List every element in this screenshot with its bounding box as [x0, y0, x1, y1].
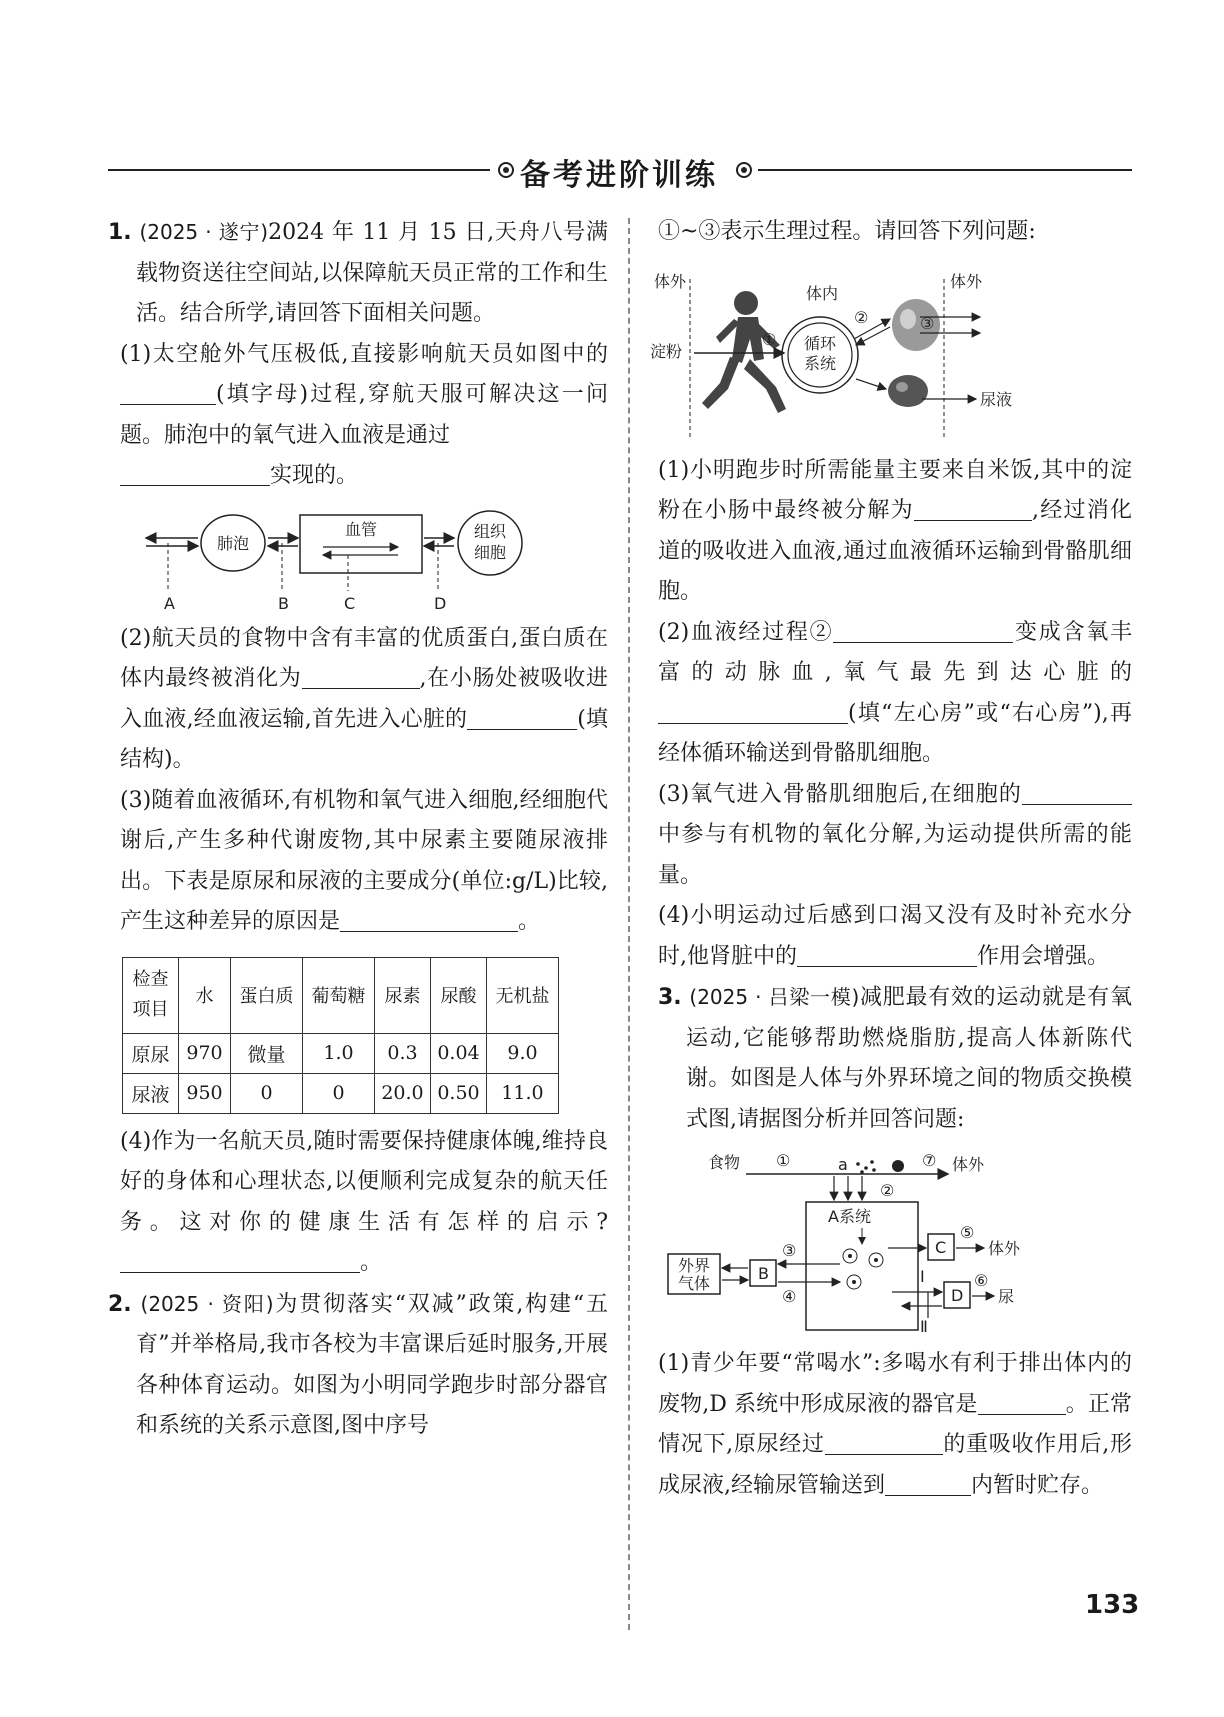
q2-p2-text-b: 变成含氧丰富的动脉血,氧气最先到达心脏的	[658, 619, 1132, 685]
q1-p4-text-b: 。	[360, 1250, 383, 1275]
table-header-cell: 无机盐	[487, 957, 559, 1033]
fig-outside-left: 体外	[654, 271, 687, 291]
q1-p2-text-c: (填结构)。	[120, 706, 608, 772]
q1-stem-text: 2024 年 11 月 15 日,天舟八号满载物资送往空间站,以保障航天员正常的工作和生活。结合所学,请回答下面相关问题。	[136, 220, 609, 326]
fig-outside-2: 体外	[988, 1239, 1021, 1258]
fig-step-2: ②	[880, 1181, 895, 1200]
column-divider	[628, 218, 630, 1630]
fig-outside-right: 体外	[950, 271, 983, 291]
fig-system-label-1: 循环	[803, 333, 837, 353]
q2-part3	[658, 775, 1132, 897]
fig-step-1: ①	[776, 1151, 791, 1170]
fig-cell-label-2: 细胞	[473, 542, 507, 562]
table-header-item-1: 检查	[132, 969, 169, 990]
right-column	[650, 212, 1133, 1506]
q1-p3-text-b: 。	[518, 909, 541, 934]
q2-p2-text-a: (2)血液经过程②	[658, 619, 834, 645]
q1-p2-blank2[interactable]	[467, 704, 577, 730]
q3-part1	[658, 1344, 1132, 1506]
q1-p1-blank1[interactable]	[120, 379, 216, 405]
q2-p2-blank2[interactable]	[658, 698, 848, 724]
header-ornament-left-icon	[498, 162, 514, 178]
table-header-cell: 葡萄糖	[303, 957, 375, 1033]
fig-step-3: ③	[782, 1241, 797, 1260]
urine-comparison-table	[122, 957, 559, 1114]
fig-lung-label: 肺泡	[216, 533, 250, 553]
q1-p4-blank[interactable]	[120, 1247, 360, 1273]
table-header-cell: 尿酸	[431, 957, 487, 1033]
q2-p3-text-b: 中参与有机物的氧化分解,为运动提供所需的能量。	[658, 822, 1132, 888]
table-cell: 0	[231, 1073, 303, 1113]
q1-p3-text-a: (3)随着血液循环,有机物和氧气进入细胞,经细胞代谢后,产生多种代谢废物,其中尿素主要随尿液排出。下表是原尿和尿液的主要成分(单位:g/L)比较,产生这种差异的原因是	[120, 787, 608, 934]
kidney-icon	[888, 375, 928, 407]
runner-icon	[702, 291, 786, 413]
q3-p1-text-c: 的重吸收作用后,形成尿液,经输尿管输送到	[658, 1432, 1133, 1498]
q2-part1	[658, 451, 1132, 613]
q2-p2-blank1[interactable]	[833, 617, 1013, 643]
q2-number: 2.	[108, 1291, 132, 1317]
q1-p2-text-b: ,在小肠处被吸收进入血液,经血液运输,首先进入心脏的	[120, 666, 608, 732]
q3-exchange-figure	[658, 1146, 1132, 1338]
fig-process-1: ①	[762, 329, 777, 349]
fig-label-A: A	[164, 593, 175, 613]
q3-p1-text-b: 。正常情况下,原尿经过	[658, 1391, 1132, 1457]
q2-p1-text-a: (1)小明跑步时所需能量主要来自米饭,其中的淀粉在小肠中最终被分解为	[658, 457, 1132, 523]
table-cell: 970	[179, 1033, 231, 1073]
fig-step-6: ⑥	[974, 1271, 989, 1290]
fig-starch: 淀粉	[650, 341, 683, 361]
fig-food: 食物	[708, 1153, 741, 1172]
q1-number: 1.	[108, 220, 132, 245]
table-cell: 原尿	[123, 1033, 179, 1073]
q2-stem	[108, 1284, 608, 1447]
q3-stem-text: 减肥最有效的运动就是有氧运动,它能够帮助燃烧脂肪,提高人体新陈代谢。如图是人体与外界环境之间的物质交换模式图,请据图分析并回答问题:	[686, 985, 1132, 1132]
q1-p1-text-c: 实现的。	[270, 463, 359, 488]
table-header-item	[123, 957, 179, 1033]
q1-p1-text-b: (填字母)过程,穿航天服可解决这一问题。肺泡中的氧气进入血液是通过	[120, 382, 608, 448]
fig-inside: 体内	[806, 283, 839, 303]
q1-part1	[108, 335, 608, 497]
fig-system-label-2: 系统	[803, 353, 837, 373]
q1-respiration-figure	[108, 503, 608, 613]
q1-p4-text-a: (4)作为一名航天员,随时需要保持健康体魄,维持良好的身体和心理状态,以便顺利完成复杂的航天任务。这对你的健康生活有怎样的启示?	[120, 1128, 608, 1235]
fig-system-A: A系统	[828, 1207, 871, 1226]
table-header-cell: 蛋白质	[231, 957, 303, 1033]
q2-source: (2025 · 资阳)	[140, 1291, 274, 1316]
q2-p1-blank[interactable]	[914, 495, 1032, 521]
q1-p1-blank2[interactable]	[120, 460, 270, 486]
q2-p4-blank[interactable]	[797, 941, 977, 967]
q2-stem-text: 为贯彻落实“双减”政策,构建“五育”并举格局,我市各校为丰富课后延时服务,开展各种体育运动。如图为小明同学跑步时部分器官和系统的关系示意图,图中序号	[136, 1291, 608, 1438]
table-header-item-2: 项目	[132, 999, 169, 1020]
header-rule-right	[758, 169, 1132, 171]
q1-p3-blank[interactable]	[340, 906, 518, 932]
fig-label-C: C	[344, 593, 356, 613]
q3-p1-text-a: (1)青少年要“常喝水”:多喝水有利于排出体内的废物,D 系统中形成尿液的器官是	[658, 1351, 1132, 1417]
fig-air-2: 气体	[678, 1274, 711, 1293]
q1-p2-text-a: (2)航天员的食物中含有丰富的优质蛋白,蛋白质在体内最终被消化为	[120, 625, 608, 691]
section-title: 备考进阶训练	[520, 158, 718, 193]
fig-step-4: ④	[782, 1287, 797, 1306]
q1-p1-text-a: (1)太空舱外气压极低,直接影响航天员如图中的	[120, 341, 608, 367]
q3-p1-blank3[interactable]	[885, 1470, 971, 1496]
table-header-row	[123, 957, 559, 1033]
table-cell: 11.0	[487, 1073, 559, 1113]
q2-p4-text-b: 作用会增强。	[977, 943, 1110, 969]
section-header	[108, 150, 1132, 193]
q3-number: 3.	[658, 985, 682, 1010]
table-cell: 0.50	[431, 1073, 487, 1113]
fig-urine-q3: 尿	[998, 1287, 1015, 1306]
q3-p1-blank1[interactable]	[978, 1389, 1066, 1415]
table-row	[123, 1073, 559, 1113]
fig-roman-2: Ⅱ	[920, 1317, 928, 1336]
table-cell: 20.0	[375, 1073, 431, 1113]
q1-part4	[108, 1122, 608, 1284]
q2-part2	[658, 613, 1132, 775]
q2-p3-text-a: (3)氧气进入骨骼肌细胞后,在细胞的	[658, 781, 1022, 807]
q3-p1-blank2[interactable]	[825, 1429, 943, 1455]
q2-p2-text-c: (填“左心房”或“右心房”),再经体循环输送到骨骼肌细胞。	[658, 700, 1132, 766]
fig-urine: 尿液	[980, 389, 1013, 409]
q2-stem-continued: ①~③表示生理过程。请回答下列问题:	[658, 219, 1036, 244]
table-header-cell: 水	[179, 957, 231, 1033]
q2-part4	[658, 896, 1132, 977]
table-header-cell: 尿素	[375, 957, 431, 1033]
q3-source: (2025 · 吕梁一模)	[689, 985, 860, 1009]
fig-label-B: B	[278, 593, 289, 613]
q3-stem	[658, 977, 1132, 1140]
q1-source: (2025 · 遂宁)	[139, 220, 269, 244]
fig-box-C: C	[935, 1238, 947, 1257]
q2-p3-blank[interactable]	[1022, 779, 1132, 805]
q3-p1-text-d: 内暂时贮存。	[971, 1472, 1104, 1498]
q1-part3	[108, 781, 608, 943]
fig-substance-a: a	[838, 1155, 848, 1174]
left-column	[108, 212, 608, 1447]
header-rule-left	[108, 169, 490, 171]
fig-air-1: 外界	[678, 1256, 711, 1275]
table-row	[123, 1033, 559, 1073]
table-cell: 0.04	[431, 1033, 487, 1073]
q1-stem	[108, 212, 608, 335]
table-cell: 微量	[231, 1033, 303, 1073]
page-number: 133	[1085, 1590, 1140, 1620]
table-cell: 1.0	[303, 1033, 375, 1073]
fig-box-B: B	[758, 1264, 769, 1283]
fig-step-5: ⑤	[960, 1223, 975, 1242]
fig-roman-1: Ⅰ	[920, 1267, 925, 1286]
table-cell: 0	[303, 1073, 375, 1113]
q2-p4-text-a: (4)小明运动过后感到口渴又没有及时补充水分时,他肾脏中的	[658, 903, 1132, 969]
q1-part2	[108, 619, 608, 781]
q2-running-figure	[650, 259, 1132, 445]
table-cell: 9.0	[487, 1033, 559, 1073]
header-ornament-right-icon	[736, 162, 752, 178]
fig-box-D: D	[951, 1286, 964, 1305]
table-cell: 0.3	[375, 1033, 431, 1073]
fig-vessel-label: 血管	[344, 519, 378, 539]
fig-label-D: D	[434, 593, 447, 613]
q2-p1-text-b: ,经过消化道的吸收进入血液,通过血液循环运输到骨骼肌细胞。	[658, 498, 1132, 604]
table-cell: 尿液	[123, 1073, 179, 1113]
fig-step-7: ⑦	[922, 1151, 937, 1170]
fig-process-3: ③	[920, 313, 935, 333]
fig-cell-label-1: 组织	[473, 521, 507, 541]
q1-p2-blank1[interactable]	[302, 663, 420, 689]
table-cell: 950	[179, 1073, 231, 1113]
fig-outside-1: 体外	[952, 1155, 985, 1174]
fig-process-2: ②	[854, 307, 869, 327]
